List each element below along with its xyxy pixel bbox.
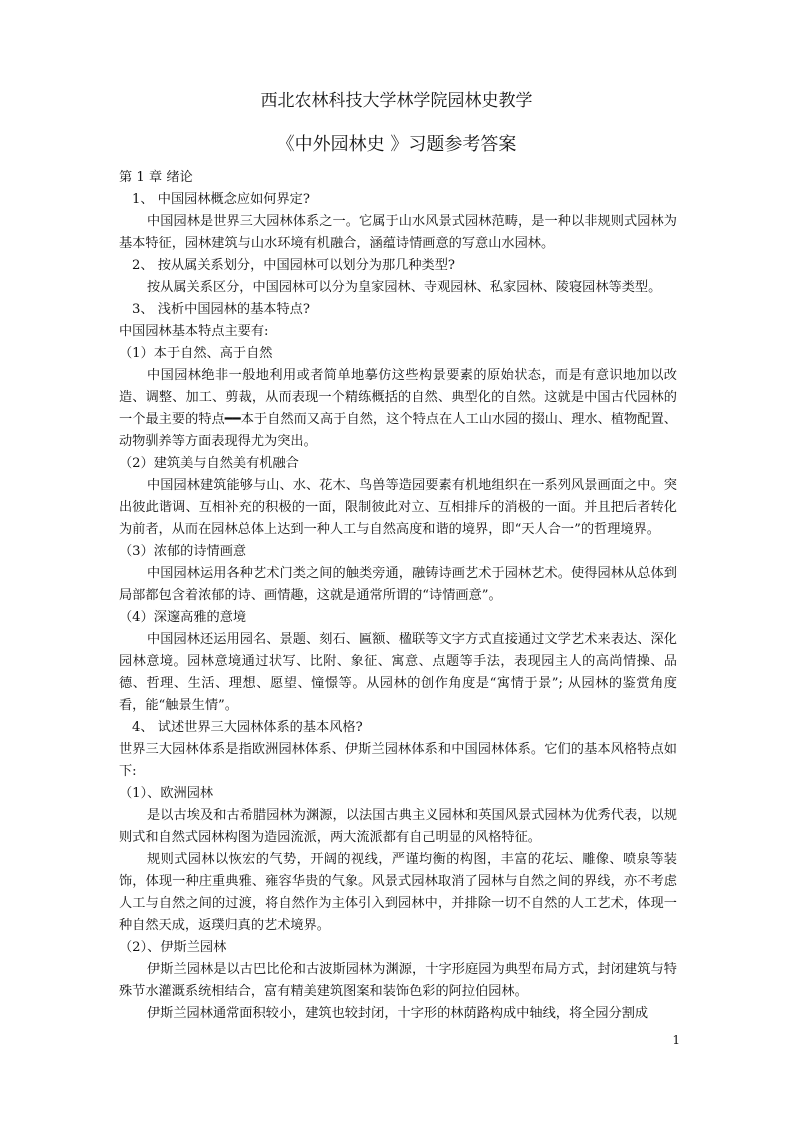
point-text-1: 中国园林绝非一般地利用或者简单地摹仿这些构景要素的原始状态，而是有意识地加以改造、调整、加工、剪裁，从而表现一个精练概括的自然、典型化的自然。这就是中国古代园林的一个最主要的特点━━本于自然而又高于自然，这个特点在人工山水园的掇山、理水、植物配置、动物驯养等方面表现得尤为突出。 xyxy=(119,368,677,449)
document-subtitle: 《中外园林史 》习题参考答案 xyxy=(276,134,517,155)
answer-3-intro: 中国园林基本特点主要有: xyxy=(119,324,269,339)
document-title: 西北农林科技大学林学院园林史教学 xyxy=(260,91,533,111)
point-text-3: 中国园林运用各种艺术门类之间的触类旁通，融铸诗画艺术于园林艺术。使得园林从总体到局部都包含着浓郁的诗、画情趣，这就是通常所谓的“诗情画意”。 xyxy=(119,566,677,603)
point-heading-2: （2）建筑美与自然美有机融合 xyxy=(119,456,299,471)
page-number: 1 xyxy=(672,1033,680,1047)
point-heading-4: （4）深邃高雅的意境 xyxy=(119,610,247,625)
islamic-gardens-text-1: 伊斯兰园林是以古巴比伦和古波斯园林为渊源，十字形庭园为典型布局方式，封闭建筑与特殊节水灌溉系统相结合，富有精美建筑图案和装饰色彩的阿拉伯园林。 xyxy=(119,962,677,999)
section-islamic-gardens: （2）、伊斯兰园林 xyxy=(119,940,227,955)
chapter-heading: 第 1 章 绪论 xyxy=(119,170,193,185)
european-gardens-text-2: 规则式园林以恢宏的气势，开阔的视线，严谨均衡的构图，丰富的花坛、雕像、喷泉等装饰，体现一种庄重典雅、雍容华贵的气象。风景式园林取消了园林与自然之间的界线，亦不考虑人工与自然之间的过渡，将自然作为主体引入到园林中，并排除一切不自然的人工艺术，体现一种自然天成，返璞归真的艺术境界。 xyxy=(119,852,677,933)
question-1: 1、 中国园林概念应如何界定? xyxy=(132,192,310,207)
answer-1: 中国园林是世界三大园林体系之一。它属于山水风景式园林范畴，是一种以非规则式园林为基本特征，园林建筑与山水环境有机融合，涵蕴诗情画意的写意山水园林。 xyxy=(119,214,677,251)
question-4: 4、 试述世界三大园林体系的基本风格? xyxy=(132,720,363,735)
islamic-gardens-text-2: 伊斯兰园林通常面积较小，建筑也较封闭，十字形的林荫路构成中轴线，将全园分割成 xyxy=(147,1006,649,1021)
point-heading-3: （3）浓郁的诗情画意 xyxy=(119,544,247,559)
answer-4-intro: 世界三大园林体系是指欧洲园林体系、伊斯兰园林体系和中国园林体系。它们的基本风格特点如下: xyxy=(119,742,677,779)
answer-2: 按从属关系区分，中国园林可以分为皇家园林、寺观园林、私家园林、陵寝园林等类型。 xyxy=(147,280,662,295)
document-body xyxy=(119,167,677,1025)
section-european-gardens: （1）、欧洲园林 xyxy=(119,786,214,801)
question-2: 2、 按从属关系划分，中国园林可以划分为那几种类型? xyxy=(132,258,455,273)
point-text-4: 中国园林还运用园名、景题、刻石、匾额、楹联等文字方式直接通过文学艺术来表达、深化园林意境。园林意境通过状写、比附、象征、寓意、点题等手法，表现园主人的高尚情操、品德、哲理、生活、理想、愿望、憧憬等。从园林的创作角度是“寓情于景”; 从园林的鉴赏角度看，能“触景生情”。 xyxy=(119,632,677,713)
question-3: 3、 浅析中国园林的基本特点? xyxy=(132,302,310,317)
point-heading-1: （1）本于自然、高于自然 xyxy=(119,346,273,361)
european-gardens-text-1: 是以古埃及和古希腊园林为渊源，以法国古典主义园林和英国风景式园林为优秀代表，以规则式和自然式园林构图为造园流派，两大流派都有自己明显的风格特征。 xyxy=(119,808,677,845)
point-text-2: 中国园林建筑能够与山、水、花木、鸟兽等造园要素有机地组织在一系列风景画面之中。突出彼此谐调、互相补充的积极的一面，限制彼此对立、互相排斥的消极的一面。并且把后者转化为前者，从而在园林总体上达到一种人工与自然高度和谐的境界，即“天人合一”的哲理境界。 xyxy=(119,478,677,537)
